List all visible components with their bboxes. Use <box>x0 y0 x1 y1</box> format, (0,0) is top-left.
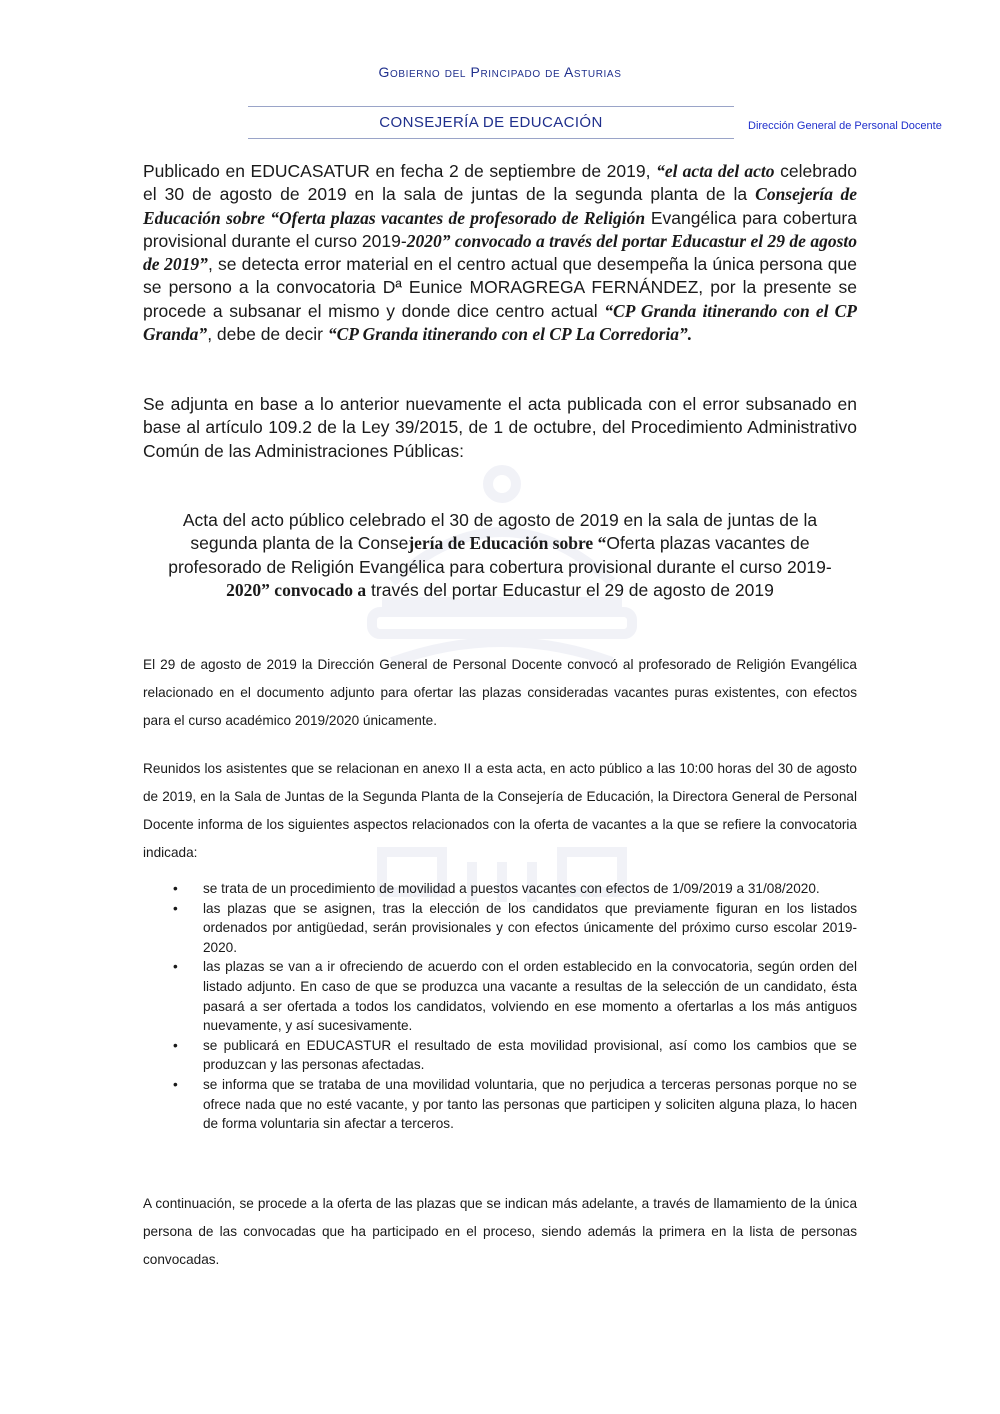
list-item <box>143 1075 857 1134</box>
header-top-rule <box>248 106 734 107</box>
list-item <box>143 1036 857 1075</box>
list-item-text: las plazas se van a ir ofreciendo de acuerdo con el orden establecido en la convocatoria, según orden del listado adjunto. En caso de que se produzca una vacante a resultas de la selección de un candidato, ésta pasará a ser ofertada a todos los candidatos, volviendo en ese momento a ofertarlas a los más antiguos nuevamente, y así sucesivamente. <box>203 959 857 1034</box>
government-title: Gobierno del Principado de Asturias <box>378 64 622 80</box>
bullet-icon: • <box>173 900 178 916</box>
ministry-title: CONSEJERÍA DE EDUCACIÓN <box>379 114 603 131</box>
correction-text-5: Evangélica para cobertura provisional durante el curso 2019- <box>143 207 857 251</box>
correction-text-4: Consejería de Educación sobre “Oferta plazas vacantes de profesorado de Religión <box>143 184 857 228</box>
list-item-text: se trata de un procedimiento de movilidad a puestos vacantes con efectos de 1/09/2019 a 31/08/2020. <box>203 881 820 896</box>
acta-title-4: 2020” convocado a <box>226 579 367 600</box>
acta-title <box>150 509 850 602</box>
attachment-note: Se adjunta en base a lo anterior nuevamente el acta publicada con el error subsanado en base al artículo 109.2 de la Ley 39/2015, de 1 de octubre, del Procedimiento Administrativo Común de las Administraciones Públicas: <box>143 394 857 461</box>
correction-text-3: celebrado el 30 de agosto de 2019 en la sala de juntas de la segunda planta de la <box>143 161 857 205</box>
list-item <box>143 899 857 958</box>
bullet-icon: • <box>173 1076 178 1092</box>
correction-text-8: “CP Granda itinerando con el CP Granda” <box>143 300 857 345</box>
acta-title-3: Oferta plazas vacantes de profesorado de Religión Evangélica para cobertura provisional durante el curso 2019- <box>168 533 832 577</box>
correction-paragraph <box>143 160 857 346</box>
list-item-text: se publicará en EDUCASTUR el resultado de esta movilidad provisional, así como los cambios que se produzcan y las personas afectadas. <box>203 1037 857 1073</box>
correction-text-9: , debe de decir <box>207 324 328 345</box>
correction-text-7: , se detecta error material en el centro actual que desempeña la única persona que se persono a la convocatoria Dª Eunice MORAGREGA FERNÁNDEZ, por la presente se procede a subsanar el mismo y donde dice centro actual <box>143 254 857 321</box>
list-item-text: se informa que se trataba de una movilidad voluntaria, que no perjudica a terceras personas porque no se ofrece nada que no esté vacante, y por tanto las personas que participen y soliciten alguna plaza, lo hacen de forma voluntaria sin afectar a terceros. <box>203 1076 857 1132</box>
acta-title-1: Acta del acto público celebrado el 30 de agosto de 2019 en la sala de juntas de la segunda planta de la Conse <box>182 510 818 554</box>
continuation-paragraph: A continuación, se procede a la oferta de las plazas que se indican más adelante, a través de llamamiento de la única persona de las convocadas que ha participado en el proceso, siendo además la primera en la lista de personas convocadas. <box>143 1196 857 1267</box>
correction-text-2: “el acta del acto <box>656 161 775 181</box>
list-item <box>143 879 857 899</box>
meeting-paragraph: Reunidos los asistentes que se relacionan en anexo II a esta acta, en acto público a las 10:00 horas del 30 de agosto de 2019, en la Sala de Juntas de la Segunda Planta de la Consejería de Educación, la Directora General de Personal Docente informa de los siguientes aspectos relacionados con la oferta de vacantes a la que se refiere la convocatoria indicada: <box>143 761 857 860</box>
list-item-text: las plazas que se asignen, tras la elección de los candidatos que previamente figuran en los listados ordenados por antigüedad, serán provisionales y con efectos únicamente del próximo curso escolar 2019-2020. <box>203 900 857 955</box>
directorate-label: Dirección General de Personal Docente <box>748 120 942 132</box>
correction-text-10: “CP Granda itinerando con el CP La Corredoria”. <box>327 324 693 345</box>
header-bottom-rule <box>248 138 734 139</box>
correction-text-6: 2020” convocado a través del portar Educastur el 29 de agosto de 2019” <box>143 230 857 275</box>
aspects-list <box>143 879 857 1134</box>
bullet-icon: • <box>173 881 178 896</box>
correction-text-1: Publicado en EDUCASATUR en fecha 2 de septiembre de 2019, <box>143 161 657 181</box>
convocation-paragraph: El 29 de agosto de 2019 la Dirección General de Personal Docente convocó al profesorado de Religión Evangélica relacionado en el documento adjunto para ofertar las plazas consideradas vacantes puras existentes, con efectos para el curso académico 2019/2020 únicamente. <box>143 657 857 728</box>
acta-title-5: través del portar Educastur el 29 de agosto de 2019 <box>366 579 774 600</box>
list-item <box>143 957 857 1035</box>
acta-title-2: jería de Educación sobre “ <box>408 533 607 554</box>
bullet-icon: • <box>173 1037 178 1053</box>
bullet-icon: • <box>173 959 178 975</box>
